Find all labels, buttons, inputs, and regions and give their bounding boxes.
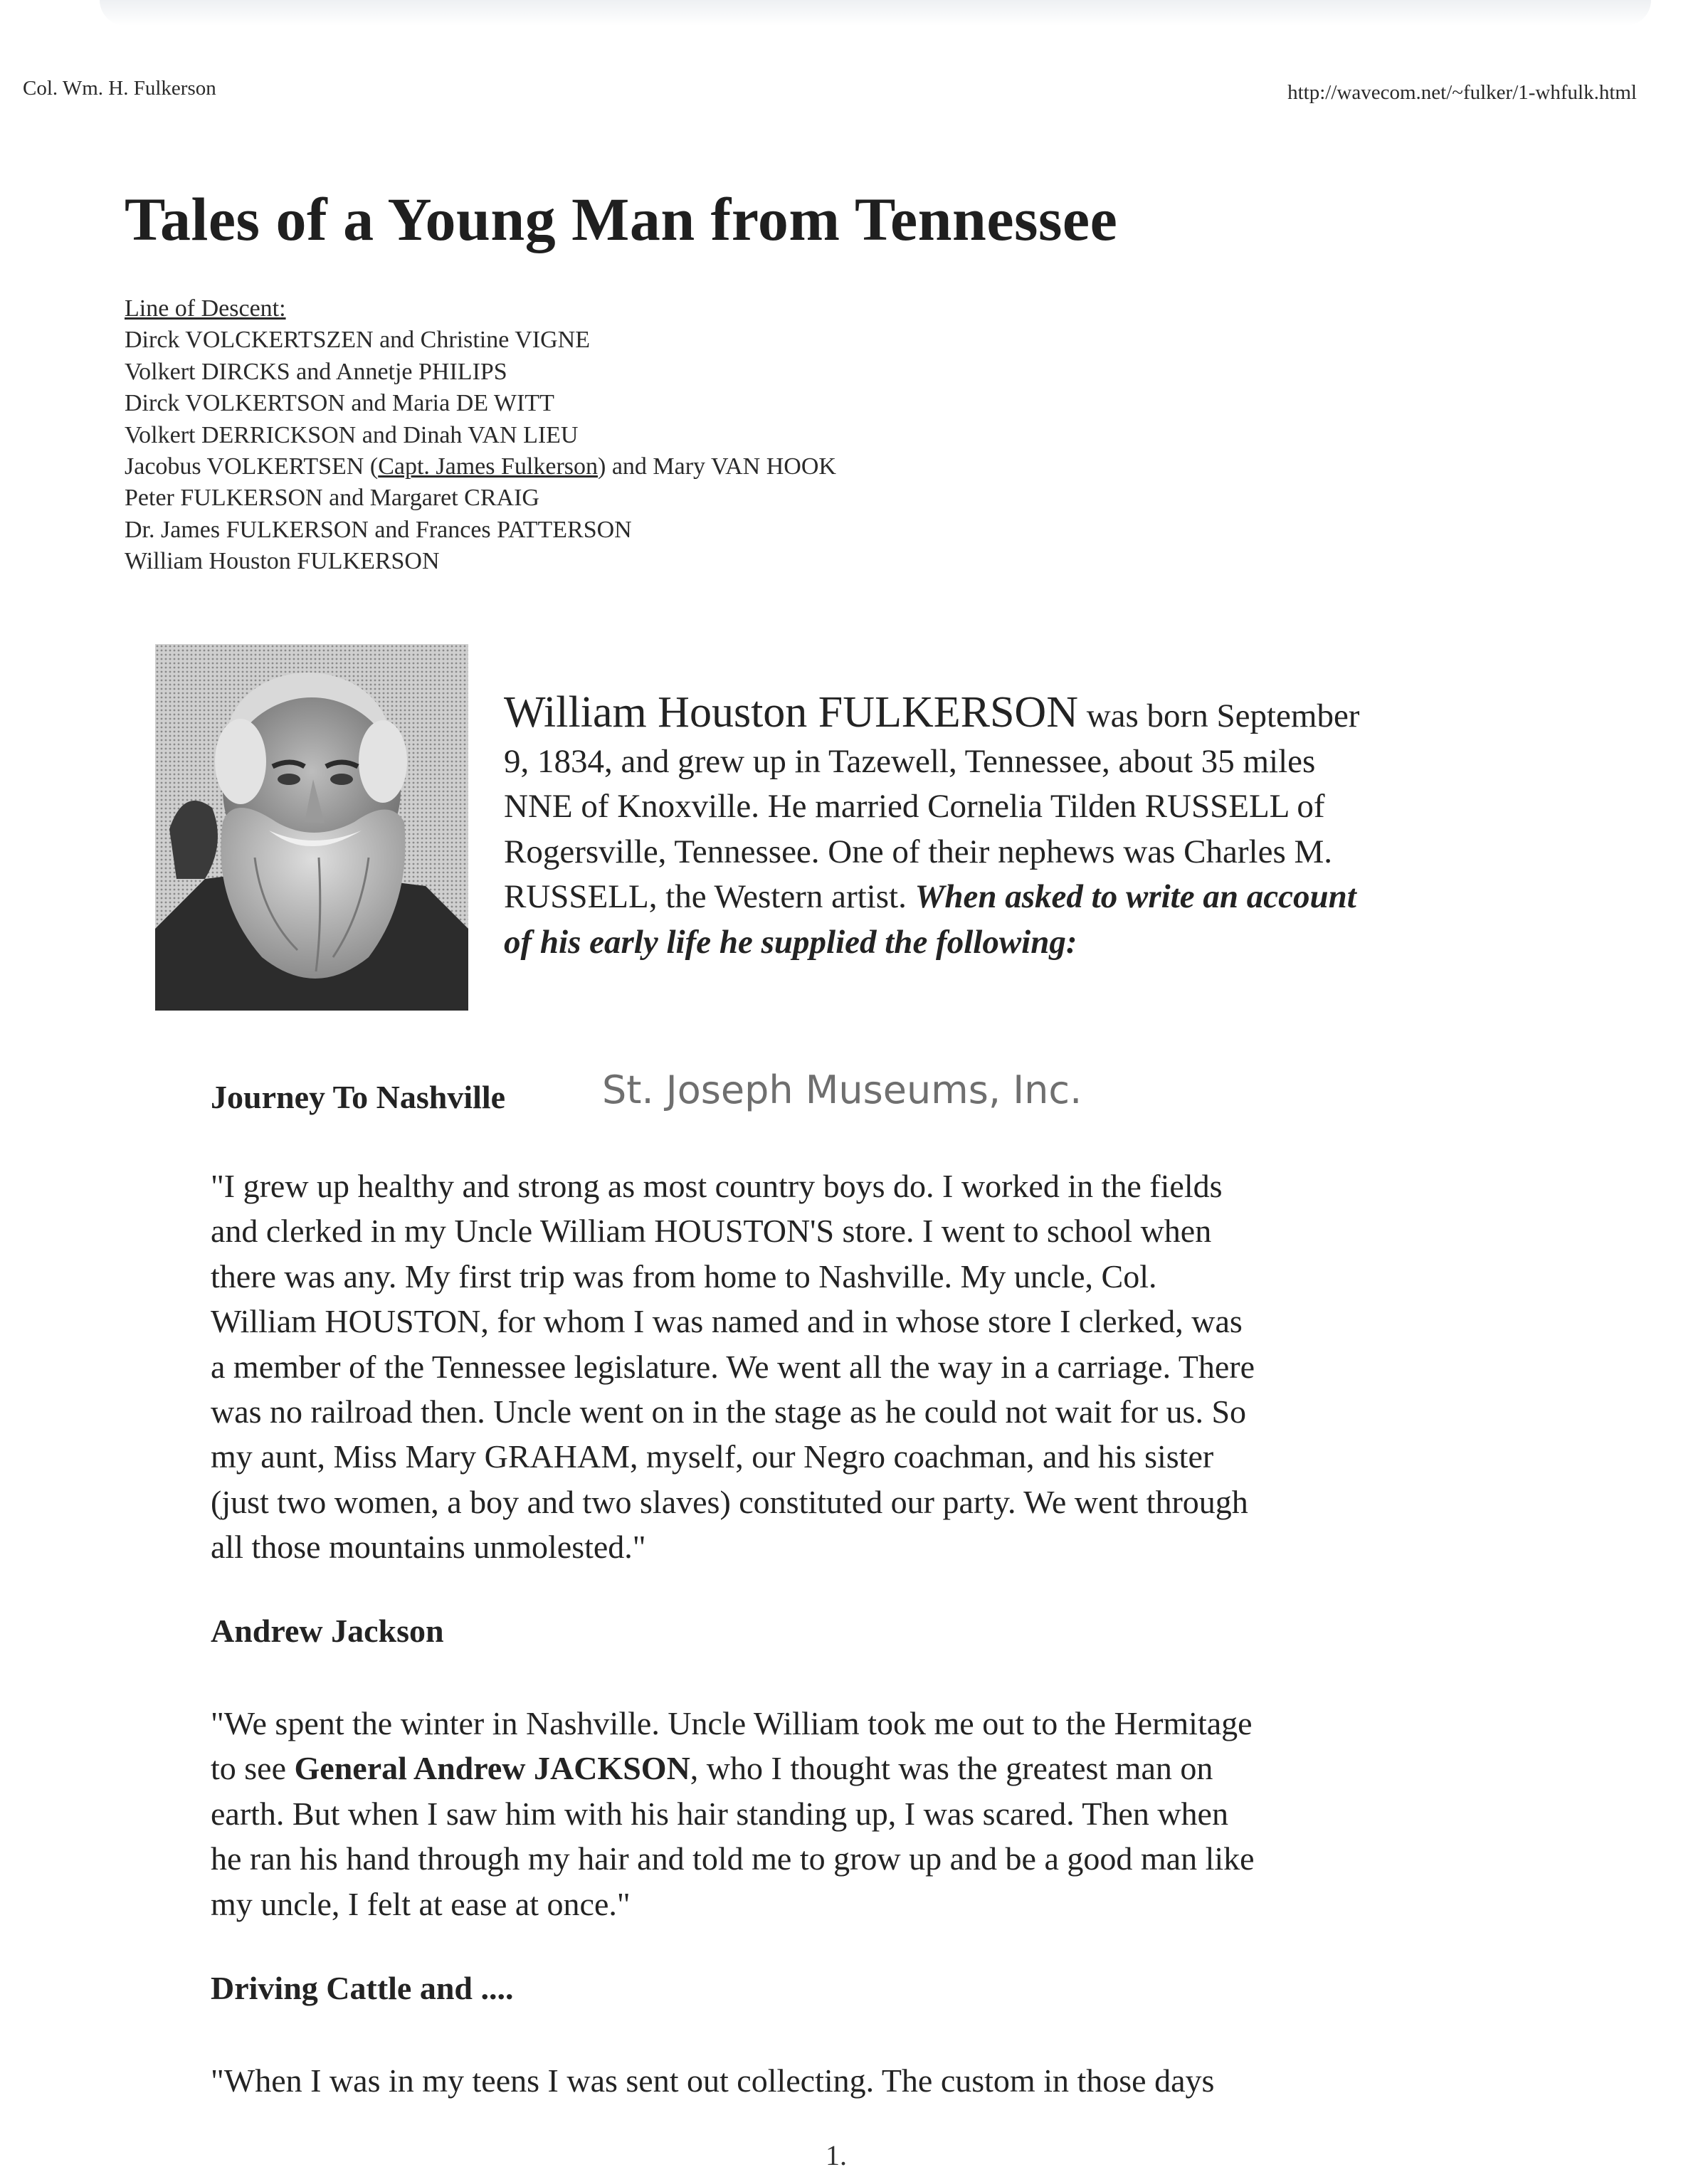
paragraph-line: "When I was in my teens I was sent out collecting. The custom in those days (211, 2062, 1215, 2099)
paragraph-line: a member of the Tennessee legislature. We went all the way in a carriage. There (211, 1348, 1255, 1385)
lineage-row-jacobus (125, 451, 836, 483)
cattle-paragraph (211, 2058, 1563, 2103)
jackson-paragraph (211, 1701, 1563, 1926)
paragraph-line: my uncle, I felt at ease at once." (211, 1885, 631, 1922)
section-heading-cattle: Driving Cattle and .... (211, 1970, 514, 2006)
section-heading-journey: Journey To Nashville (211, 1079, 506, 1115)
bio-line5-emphasis: When asked to write an account (914, 878, 1356, 915)
lineage-jacobus-before: Jacobus VOLKERTSEN ( (125, 453, 379, 480)
paragraph-line: my aunt, Miss Mary GRAHAM, myself, our Negro coachman, and his sister (211, 1438, 1214, 1475)
jackson-line2-after: , who I thought was the greatest man on (690, 1750, 1213, 1787)
paragraph-line: (just two women, a boy and two slaves) constituted our party. We went through (211, 1483, 1248, 1520)
lineage-jacobus-after: ) and Mary VAN HOOK (598, 453, 836, 480)
page-number-mark: 1. (826, 2139, 847, 2171)
bio-line-emphasis: of his early life he supplied the following: (504, 923, 1077, 961)
lineage-row: Dr. James FULKERSON and Frances PATTERSON (125, 516, 632, 543)
bio-line: NNE of Knoxville. He married Cornelia Tilden RUSSELL of (504, 788, 1325, 825)
bio-paragraph (504, 690, 1514, 965)
jackson-name-bold: General Andrew JACKSON (294, 1750, 690, 1787)
header-left-text: Col. Wm. H. Fulkerson (23, 77, 216, 100)
bio-line (504, 690, 1514, 739)
lineage-row: Volkert DIRCKS and Annetje PHILIPS (125, 358, 507, 385)
bio-subject-name: William Houston FULKERSON (504, 688, 1078, 737)
paragraph-line (211, 1746, 1563, 1791)
portrait-photo (155, 644, 468, 1011)
lineage-row: William Houston FULKERSON (125, 548, 440, 575)
paragraph-line: and clerked in my Uncle William HOUSTON'S store. I went to school when (211, 1213, 1212, 1250)
line-of-descent (125, 293, 836, 578)
lineage-row: Peter FULKERSON and Margaret CRAIG (125, 485, 539, 512)
jackson-line2-before: to see (211, 1750, 295, 1787)
lineage-label: Line of Descent: (125, 295, 286, 322)
bio-line1-rest: was born September (1077, 697, 1360, 734)
section-heading-jackson: Andrew Jackson (211, 1613, 444, 1649)
bio-line (504, 875, 1514, 920)
paragraph-line: all those mountains unmolested." (211, 1529, 646, 1566)
paragraph-line: there was any. My first trip was from home to Nashville. My uncle, Col. (211, 1258, 1157, 1295)
paragraph-line: he ran his hand through my hair and told me to grow up and be a good man like (211, 1840, 1255, 1877)
paragraph-line: William HOUSTON, for whom I was named and in whose store I clerked, was (211, 1303, 1243, 1340)
paragraph-line: "I grew up healthy and strong as most country boys do. I worked in the fields (211, 1168, 1223, 1204)
journey-paragraph (211, 1164, 1563, 1570)
scan-edge-shadow (100, 0, 1651, 26)
lineage-jacobus-alias: Capt. James Fulkerson (378, 453, 598, 480)
paragraph-line: earth. But when I saw him with his hair standing up, I was scared. Then when (211, 1795, 1228, 1832)
lineage-row: Volkert DERRICKSON and Dinah VAN LIEU (125, 421, 579, 448)
paragraph-line: was no railroad then. Uncle went on in the stage as he could not wait for us. So (211, 1393, 1247, 1430)
header-url-text: http://wavecom.net/~fulker/1-whfulk.html (1287, 81, 1637, 104)
lineage-row: Dirck VOLCKERTSZEN and Christine VIGNE (125, 327, 590, 354)
page-title: Tales of a Young Man from Tennessee (125, 185, 1118, 253)
bio-line: Rogersville, Tennessee. One of their nephews was Charles M. (504, 833, 1333, 870)
watermark-text: St. Joseph Museums, Inc. (602, 1067, 1082, 1112)
lineage-row: Dirck VOLKERTSON and Maria DE WITT (125, 390, 554, 417)
bio-line5-plain: RUSSELL, the Western artist. (504, 878, 915, 915)
paragraph-line: "We spent the winter in Nashville. Uncle William took me out to the Hermitage (211, 1705, 1253, 1741)
bio-line: 9, 1834, and grew up in Tazewell, Tennessee, about 35 miles (504, 742, 1316, 780)
